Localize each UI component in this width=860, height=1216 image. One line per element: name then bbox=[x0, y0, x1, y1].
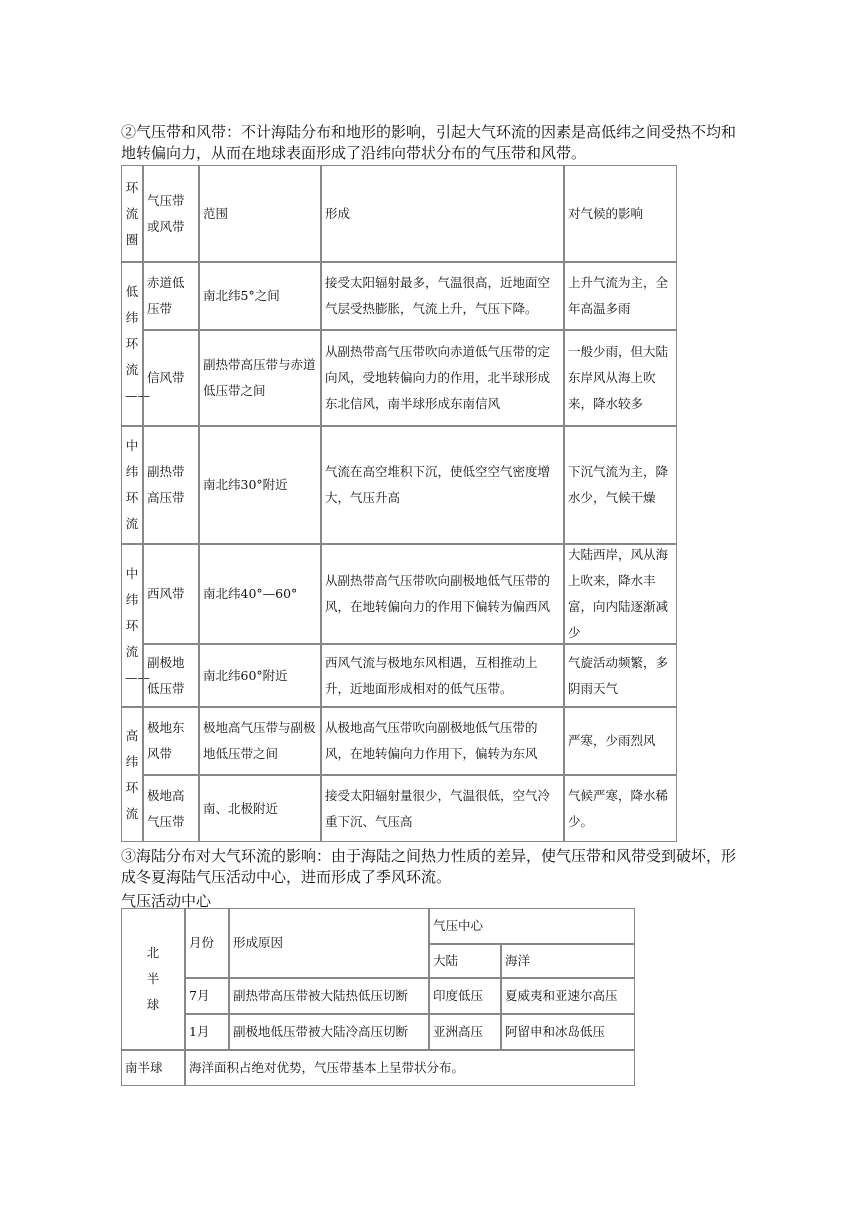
header-reason: 形成原因 bbox=[229, 908, 429, 978]
header-belt: 气压带或风带 bbox=[143, 165, 199, 262]
formation-cell: 从副热带高气压带吹向赤道低气压带的定向风，受地转偏向力的作用，北半球形成东北信风，南半球形成东南信风 bbox=[321, 330, 564, 426]
range-cell: 副热带高压带与赤道低压带之间 bbox=[199, 330, 321, 426]
sea-cell: 阿留申和冰岛低压 bbox=[501, 1014, 635, 1050]
range-cell: 南北纬40°—60° bbox=[199, 544, 321, 644]
header-climate: 对气候的影响 bbox=[564, 165, 677, 262]
climate-cell: 一般少雨，但大陆东岸风从海上吹来，降水较多 bbox=[564, 330, 677, 426]
circ-mid-latitude: 中纬环流 bbox=[121, 426, 143, 544]
range-cell: 南北纬60°附近 bbox=[199, 644, 321, 707]
reason-cell: 副极地低压带被大陆冷高压切断 bbox=[229, 1014, 429, 1050]
header-range: 范围 bbox=[199, 165, 321, 262]
climate-cell: 大陆西岸，风从海上吹来，降水丰富，向内陆逐渐减少 bbox=[564, 544, 677, 644]
climate-cell: 严寒，少雨烈风 bbox=[564, 707, 677, 775]
range-cell: 南北纬5°之间 bbox=[199, 262, 321, 330]
belt-equatorial-low: 赤道低压带 bbox=[143, 262, 199, 330]
paragraph-pressure-belts: ②气压带和风带：不计海陆分布和地形的影响，引起大气环流的因素是高低纬之间受热不均和地转偏向力，从而在地球表面形成了沿纬向带状分布的气压带和风带。 bbox=[121, 123, 737, 162]
range-cell: 南、北极附近 bbox=[199, 775, 321, 842]
land-cell: 印度低压 bbox=[429, 978, 501, 1014]
circ-high-latitude: 高纬环流 bbox=[121, 707, 143, 842]
formation-cell: 接受太阳辐射最多，气温很高，近地面空气层受热膨胀，气流上升，气压下降。 bbox=[321, 262, 564, 330]
header-month: 月份 bbox=[185, 908, 229, 978]
month-cell: 7月 bbox=[185, 978, 229, 1014]
formation-cell: 从极地高气压带吹向副极地低气压带的风，在地转偏向力作用下，偏转为东风 bbox=[321, 707, 564, 775]
cell-north-hemisphere: 北半球 bbox=[121, 908, 185, 1050]
belt-westerlies: 西风带 bbox=[143, 544, 199, 644]
belt-subtropical-high: 副热带高压带 bbox=[143, 426, 199, 544]
header-land: 大陆 bbox=[429, 944, 501, 978]
land-cell: 亚洲高压 bbox=[429, 1014, 501, 1050]
paragraph-land-sea: ③海陆分布对大气环流的影响：由于海陆之间热力性质的差异，使气压带和风带受到破坏，形成冬夏海陆气压活动中心，进而形成了季风环流。 bbox=[121, 847, 737, 886]
climate-cell: 气旋活动频繁，多阴雨天气 bbox=[564, 644, 677, 707]
climate-cell: 上升气流为主，全年高温多雨 bbox=[564, 262, 677, 330]
climate-cell: 下沉气流为主，降水少，气候干燥 bbox=[564, 426, 677, 544]
header-sea: 海洋 bbox=[501, 944, 635, 978]
range-cell: 南北纬30°附近 bbox=[199, 426, 321, 544]
header-center: 气压中心 bbox=[429, 908, 635, 944]
circ-mid-latitude-2: 中纬环流—— bbox=[121, 544, 143, 707]
pressure-belt-table bbox=[121, 165, 677, 842]
cell-south-hemisphere: 南半球 bbox=[121, 1050, 185, 1086]
range-cell: 极地高气压带与副极地低压带之间 bbox=[199, 707, 321, 775]
south-text-cell: 海洋面积占绝对优势，气压带基本上呈带状分布。 bbox=[185, 1050, 635, 1086]
header-circulation: 环流圈 bbox=[121, 165, 143, 262]
belt-trade-wind: 信风带 bbox=[143, 330, 199, 426]
belt-subpolar-low: 副极地低压带 bbox=[143, 644, 199, 707]
belt-polar-easterlies: 极地东风带 bbox=[143, 707, 199, 775]
formation-cell: 气流在高空堆积下沉，使低空空气密度增大，气压升高 bbox=[321, 426, 564, 544]
subtitle-pressure-centers: 气压活动中心 bbox=[121, 892, 212, 910]
pressure-center-table bbox=[121, 908, 635, 1086]
formation-cell: 从副热带高气压带吹向副极地低气压带的风，在地转偏向力的作用下偏转为偏西风 bbox=[321, 544, 564, 644]
climate-cell: 气候严寒，降水稀少。 bbox=[564, 775, 677, 842]
belt-polar-high: 极地高气压带 bbox=[143, 775, 199, 842]
circ-low-latitude: 低纬环流—— bbox=[121, 262, 143, 426]
month-cell: 1月 bbox=[185, 1014, 229, 1050]
reason-cell: 副热带高压带被大陆热低压切断 bbox=[229, 978, 429, 1014]
formation-cell: 接受太阳辐射量很少，气温很低，空气冷重下沉、气压高 bbox=[321, 775, 564, 842]
header-formation: 形成 bbox=[321, 165, 564, 262]
formation-cell: 西风气流与极地东风相遇，互相推动上升，近地面形成相对的低气压带。 bbox=[321, 644, 564, 707]
sea-cell: 夏威夷和亚速尔高压 bbox=[501, 978, 635, 1014]
